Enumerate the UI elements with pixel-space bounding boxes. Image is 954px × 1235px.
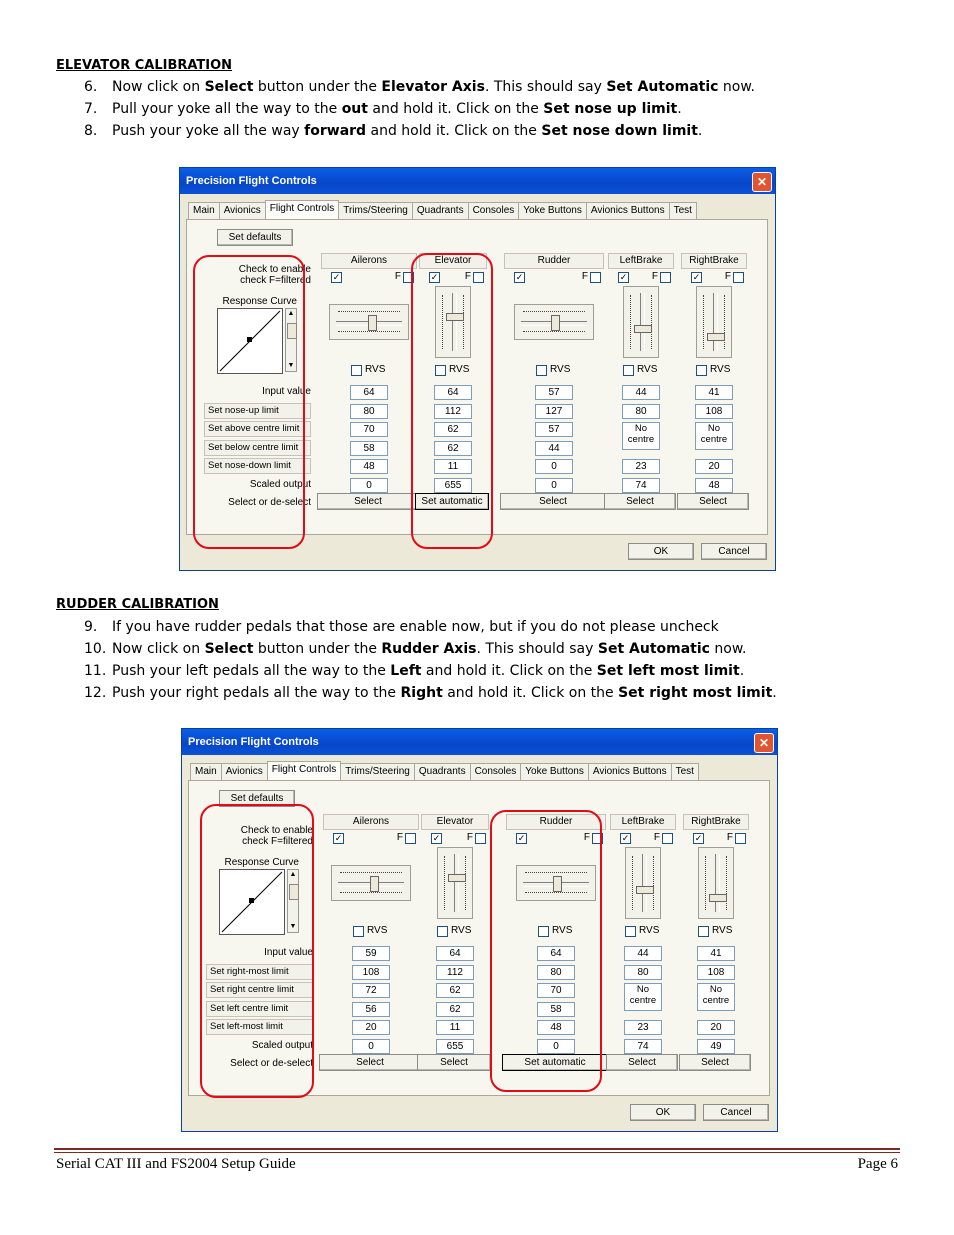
footer-doc-title: Serial CAT III and FS2004 Setup Guide — [56, 1156, 296, 1172]
select-label: Select or de-select — [228, 497, 311, 508]
step-text: now. — [709, 641, 747, 657]
step-emphasis: Elevator Axis — [381, 79, 485, 95]
rudder-header: Rudder — [504, 253, 604, 269]
response-curve-label: Response Curve — [224, 857, 299, 868]
ailerons-limit1-value[interactable]: 108 — [352, 965, 390, 980]
check-enable-label: Check to enable — [240, 825, 313, 836]
rightbrake-rvs-checkbox[interactable] — [696, 365, 707, 376]
ailerons-header: Ailerons — [323, 814, 419, 830]
ailerons-rvs-checkbox[interactable] — [351, 365, 362, 376]
input-value-label: Input value — [262, 386, 311, 397]
leftbrake-select-button[interactable]: Select — [606, 1054, 678, 1071]
ailerons-limit2-value[interactable]: 70 — [350, 422, 388, 437]
rightbrake-slider — [698, 847, 734, 919]
rightbrake-select-button[interactable]: Select — [677, 493, 749, 510]
step-emphasis: Set nose down limit — [541, 123, 698, 139]
elevator-f-label: F — [464, 271, 471, 282]
step-text: . This should say — [484, 79, 607, 95]
step-number: 9. — [84, 619, 98, 635]
rightbrake-no-centre: No centre — [695, 422, 733, 450]
footer-rule — [54, 1148, 900, 1150]
scaled-output-label: Scaled output — [249, 479, 311, 490]
elevator-limit4-value[interactable]: 11 — [434, 459, 472, 474]
rightbrake-filter-checkbox[interactable] — [735, 833, 746, 844]
step-emphasis: Left — [390, 663, 422, 679]
tab-avionics[interactable]: Avionics — [219, 202, 266, 219]
step-emphasis: Set Automatic — [597, 641, 710, 657]
highlight-labels-2 — [200, 804, 314, 1098]
rightbrake-slider — [696, 286, 732, 358]
tab-test[interactable]: Test — [671, 763, 699, 780]
rightbrake-enable-checkbox[interactable]: ✓ — [692, 272, 701, 282]
tab-strip — [188, 202, 696, 220]
leftbrake-no-centre: No centre — [622, 422, 660, 450]
ailerons-slider — [329, 304, 409, 340]
rightbrake-select-button[interactable]: Select — [679, 1054, 751, 1071]
rightbrake-header: RightBrake — [681, 253, 747, 269]
elevator-scaled-output: 655 — [434, 478, 472, 493]
step-item — [84, 98, 755, 120]
step-emphasis: Select — [204, 641, 254, 657]
leftbrake-f-label: F — [653, 832, 660, 843]
tab-consoles[interactable]: Consoles — [470, 763, 522, 780]
leftbrake-slider — [623, 286, 659, 358]
leftbrake-input-value: 44 — [622, 385, 660, 400]
step-text: Now click on — [112, 641, 205, 657]
rightbrake-scaled-output: 49 — [697, 1039, 735, 1054]
leftbrake-limit4-value[interactable]: 23 — [622, 459, 660, 474]
tab-flight-controls[interactable]: Flight Controls — [267, 761, 341, 780]
elevator-input-value: 64 — [434, 385, 472, 400]
step-emphasis: Rudder Axis — [381, 641, 477, 657]
leftbrake-limit4-value[interactable]: 23 — [624, 1020, 662, 1035]
rightbrake-f-label: F — [724, 271, 731, 282]
rightbrake-enable-checkbox[interactable]: ✓ — [694, 833, 703, 843]
step-text: and hold it. Click on the — [366, 123, 542, 139]
rudder-f-label: F — [583, 832, 590, 843]
ailerons-input-value: 59 — [352, 946, 390, 961]
elevator-rvs-label: RVS — [451, 925, 472, 936]
curve-scrollbar[interactable]: ▲ ▼ — [287, 869, 299, 933]
rudder-rvs-label: RVS — [552, 925, 573, 936]
rudder-limit1-value[interactable]: 127 — [535, 404, 573, 419]
ailerons-rvs-checkbox[interactable] — [353, 926, 364, 937]
leftbrake-limit1-value[interactable]: 80 — [624, 965, 662, 980]
tab-main[interactable]: Main — [188, 202, 220, 219]
leftbrake-scaled-output: 74 — [622, 478, 660, 493]
limit2-button[interactable]: Set above centre limit — [204, 421, 311, 437]
leftbrake-header: LeftBrake — [608, 253, 674, 269]
check-enable-label: Check to enable — [238, 264, 311, 275]
ailerons-limit2-value[interactable]: 72 — [352, 983, 390, 998]
step-emphasis: Set nose up limit — [543, 101, 678, 117]
elevator-enable-checkbox[interactable]: ✓ — [430, 272, 439, 282]
limit2-button[interactable]: Set right centre limit — [206, 982, 313, 998]
elevator-slider — [437, 847, 473, 919]
input-value-label: Input value — [264, 947, 313, 958]
leftbrake-header: LeftBrake — [610, 814, 676, 830]
leftbrake-filter-checkbox[interactable] — [662, 833, 673, 844]
step-text: . This should say — [476, 641, 598, 657]
tab-avionics-buttons[interactable]: Avionics Buttons — [588, 763, 672, 780]
rightbrake-rvs-checkbox[interactable] — [698, 926, 709, 937]
tab-yoke-buttons[interactable]: Yoke Buttons — [518, 202, 587, 219]
rudder-scaled-output: 0 — [535, 478, 573, 493]
rudder-enable-checkbox[interactable]: ✓ — [517, 833, 526, 843]
elevator-filter-checkbox[interactable] — [475, 833, 486, 844]
leftbrake-f-label: F — [651, 271, 658, 282]
rightbrake-filter-checkbox[interactable] — [733, 272, 744, 283]
step-item — [84, 76, 755, 98]
step-text: Push your left pedals all the way to the — [112, 663, 391, 679]
tab-quadrants[interactable]: Quadrants — [414, 763, 471, 780]
step-text: . — [739, 663, 745, 679]
leftbrake-scaled-output: 74 — [624, 1039, 662, 1054]
elevator-limit3-value[interactable]: 62 — [434, 441, 472, 456]
rudder-scaled-output: 0 — [537, 1039, 575, 1054]
check-filtered-label: check F=filtered — [240, 275, 311, 286]
rudder-slider — [514, 304, 594, 340]
leftbrake-enable-checkbox[interactable]: ✓ — [621, 833, 630, 843]
ailerons-enable-checkbox[interactable]: ✓ — [332, 272, 341, 282]
step-text: and hold it. Click on the — [421, 663, 597, 679]
rudder-calibration-heading: RUDDER CALIBRATION — [56, 597, 219, 612]
rudder-limit3-value[interactable]: 44 — [535, 441, 573, 456]
elevator-limit1-value[interactable]: 112 — [434, 404, 472, 419]
set-defaults-button[interactable]: Set defaults — [217, 229, 293, 246]
tab-avionics-buttons[interactable]: Avionics Buttons — [586, 202, 670, 219]
elevator-f-label: F — [466, 832, 473, 843]
rudder-limit4-value[interactable]: 0 — [535, 459, 573, 474]
cancel-button[interactable]: Cancel — [701, 543, 767, 560]
step-emphasis: Set left most limit — [596, 663, 740, 679]
limit4-button[interactable]: Set nose-down limit — [204, 458, 311, 474]
step-number: 6. — [84, 79, 98, 95]
set-defaults-button[interactable]: Set defaults — [219, 790, 295, 807]
title-bar: Precision Flight Controls — [180, 168, 775, 194]
elevator-header: Elevator — [421, 814, 489, 830]
rightbrake-limit4-value[interactable]: 20 — [697, 1020, 735, 1035]
rudder-filter-checkbox[interactable] — [590, 272, 601, 283]
tab-quadrants[interactable]: Quadrants — [412, 202, 469, 219]
step-emphasis: Set Automatic — [606, 79, 719, 95]
scaled-output-label: Scaled output — [251, 1040, 313, 1051]
rightbrake-no-centre: No centre — [697, 983, 735, 1011]
select-label: Select or de-select — [230, 1058, 313, 1069]
tab-trims-steering[interactable]: Trims/Steering — [338, 202, 413, 219]
step-item — [84, 616, 777, 638]
rightbrake-input-value: 41 — [695, 385, 733, 400]
cancel-button[interactable]: Cancel — [703, 1104, 769, 1121]
ailerons-limit4-value[interactable]: 48 — [350, 459, 388, 474]
rudder-limit2-value[interactable]: 70 — [537, 983, 575, 998]
step-emphasis: forward — [304, 123, 367, 139]
elevator-limit2-value[interactable]: 62 — [434, 422, 472, 437]
step-item — [84, 660, 777, 682]
elevator-limit3-value[interactable]: 62 — [436, 1002, 474, 1017]
tab-main[interactable]: Main — [190, 763, 222, 780]
step-text: button under the — [253, 79, 382, 95]
step-item — [84, 120, 755, 142]
ailerons-rvs-label: RVS — [367, 925, 388, 936]
tab-strip — [190, 763, 698, 781]
elevator-limit2-value[interactable]: 62 — [436, 983, 474, 998]
rudder-enable-checkbox[interactable]: ✓ — [515, 272, 524, 282]
step-number: 7. — [84, 101, 98, 117]
step-text: Pull your yoke all the way to the — [112, 101, 342, 117]
footer-rule-thin — [54, 1152, 900, 1153]
step-text: now. — [718, 79, 755, 95]
ailerons-input-value: 64 — [350, 385, 388, 400]
rudder-input-value: 57 — [535, 385, 573, 400]
elevator-limit4-value[interactable]: 11 — [436, 1020, 474, 1035]
elevator-rvs-checkbox[interactable] — [437, 926, 448, 937]
step-text: button under the — [253, 641, 382, 657]
rudder-select-button[interactable]: Set automatic — [502, 1054, 608, 1071]
close-icon[interactable]: ✕ — [752, 172, 772, 192]
ailerons-limit4-value[interactable]: 20 — [352, 1020, 390, 1035]
step-text: . — [772, 685, 777, 701]
leftbrake-slider — [625, 847, 661, 919]
step-text: and hold it. Click on the — [442, 685, 619, 701]
leftbrake-input-value: 44 — [624, 946, 662, 961]
rudder-limit2-value[interactable]: 57 — [535, 422, 573, 437]
step-emphasis: Set right most limit — [618, 685, 773, 701]
step-text: and hold it. Click on the — [367, 101, 544, 117]
ok-button[interactable]: OK — [630, 1104, 696, 1121]
ailerons-f-label: F — [396, 832, 403, 843]
rightbrake-limit4-value[interactable]: 20 — [695, 459, 733, 474]
rudder-f-label: F — [581, 271, 588, 282]
ailerons-limit1-value[interactable]: 80 — [350, 404, 388, 419]
rudder-steps — [84, 616, 777, 704]
tab-avionics[interactable]: Avionics — [221, 763, 268, 780]
leftbrake-select-button[interactable]: Select — [604, 493, 676, 510]
close-icon[interactable]: ✕ — [754, 733, 774, 753]
ailerons-enable-checkbox[interactable]: ✓ — [334, 833, 343, 843]
highlight-rudder-column — [490, 810, 602, 1092]
ailerons-rvs-label: RVS — [365, 364, 386, 375]
limit4-button[interactable]: Set left-most limit — [206, 1019, 313, 1035]
tab-yoke-buttons[interactable]: Yoke Buttons — [520, 763, 589, 780]
ailerons-filter-checkbox[interactable] — [405, 833, 416, 844]
ailerons-limit3-value[interactable]: 56 — [352, 1002, 390, 1017]
step-item — [84, 682, 777, 704]
rightbrake-rvs-label: RVS — [710, 364, 731, 375]
ailerons-select-button[interactable]: Select — [317, 493, 419, 510]
ailerons-select-button[interactable]: Select — [319, 1054, 421, 1071]
elevator-rvs-label: RVS — [449, 364, 470, 375]
elevator-limit1-value[interactable]: 112 — [436, 965, 474, 980]
elevator-header: Elevator — [419, 253, 487, 269]
limit3-button[interactable]: Set left centre limit — [206, 1001, 313, 1017]
rightbrake-scaled-output: 48 — [695, 478, 733, 493]
step-text: Push your right pedals all the way to the — [112, 685, 401, 701]
elevator-calibration-heading: ELEVATOR CALIBRATION — [56, 58, 233, 73]
limit1-button[interactable]: Set right-most limit — [206, 964, 313, 980]
leftbrake-no-centre: No centre — [624, 983, 662, 1011]
ailerons-limit3-value[interactable]: 58 — [350, 441, 388, 456]
tab-trims-steering[interactable]: Trims/Steering — [340, 763, 415, 780]
rudder-rvs-label: RVS — [550, 364, 571, 375]
step-item — [84, 638, 777, 660]
response-curve-label: Response Curve — [222, 296, 297, 307]
highlight-elevator-column — [411, 253, 493, 549]
rudder-limit4-value[interactable]: 48 — [537, 1020, 575, 1035]
rudder-input-value: 64 — [537, 946, 575, 961]
step-number: 12. — [84, 685, 107, 701]
curve-scrollbar[interactable]: ▲ ▼ — [285, 308, 297, 372]
step-text: . — [697, 123, 703, 139]
leftbrake-filter-checkbox[interactable] — [660, 272, 671, 283]
rudder-header: Rudder — [506, 814, 606, 830]
ailerons-slider — [331, 865, 411, 901]
rightbrake-limit1-value[interactable]: 108 — [697, 965, 735, 980]
step-emphasis: Select — [204, 79, 254, 95]
ailerons-scaled-output: 0 — [352, 1039, 390, 1054]
rightbrake-header: RightBrake — [683, 814, 749, 830]
step-number: 11. — [84, 663, 107, 679]
leftbrake-limit1-value[interactable]: 80 — [622, 404, 660, 419]
rightbrake-rvs-label: RVS — [712, 925, 733, 936]
rudder-rvs-checkbox[interactable] — [536, 365, 547, 376]
elevator-steps — [84, 76, 755, 142]
tab-test[interactable]: Test — [669, 202, 697, 219]
leftbrake-rvs-label: RVS — [637, 364, 658, 375]
step-text: If you have rudder pedals that those are enable now, but if you do not please uncheck — [112, 619, 719, 635]
footer-page-number: Page 6 — [857, 1156, 898, 1172]
ailerons-header: Ailerons — [321, 253, 417, 269]
step-text: Push your yoke all the way — [112, 123, 305, 139]
elevator-select-button[interactable]: Select — [417, 1054, 491, 1071]
rudder-limit3-value[interactable]: 58 — [537, 1002, 575, 1017]
leftbrake-rvs-checkbox[interactable] — [625, 926, 636, 937]
ailerons-f-label: F — [394, 271, 401, 282]
rudder-select-button[interactable]: Select — [500, 493, 606, 510]
leftbrake-enable-checkbox[interactable]: ✓ — [619, 272, 628, 282]
rudder-limit1-value[interactable]: 80 — [537, 965, 575, 980]
leftbrake-rvs-checkbox[interactable] — [623, 365, 634, 376]
rightbrake-input-value: 41 — [697, 946, 735, 961]
tab-flight-controls[interactable]: Flight Controls — [265, 200, 339, 219]
elevator-enable-checkbox[interactable]: ✓ — [432, 833, 441, 843]
step-number: 8. — [84, 123, 98, 139]
step-emphasis: Right — [400, 685, 443, 701]
rightbrake-limit1-value[interactable]: 108 — [695, 404, 733, 419]
limit3-button[interactable]: Set below centre limit — [204, 440, 311, 456]
elevator-select-button[interactable]: Set automatic — [415, 493, 489, 510]
step-emphasis: out — [341, 101, 368, 117]
rightbrake-f-label: F — [726, 832, 733, 843]
step-number: 10. — [84, 641, 107, 657]
ailerons-scaled-output: 0 — [350, 478, 388, 493]
leftbrake-rvs-label: RVS — [639, 925, 660, 936]
limit1-button[interactable]: Set nose-up limit — [204, 403, 311, 419]
check-filtered-label: check F=filtered — [242, 836, 313, 847]
elevator-scaled-output: 655 — [436, 1039, 474, 1054]
tab-consoles[interactable]: Consoles — [468, 202, 520, 219]
step-text: Now click on — [112, 79, 205, 95]
step-text: . — [677, 101, 682, 117]
title-bar: Precision Flight Controls — [182, 729, 777, 755]
elevator-input-value: 64 — [436, 946, 474, 961]
highlight-labels-1 — [193, 255, 305, 549]
ok-button[interactable]: OK — [628, 543, 694, 560]
